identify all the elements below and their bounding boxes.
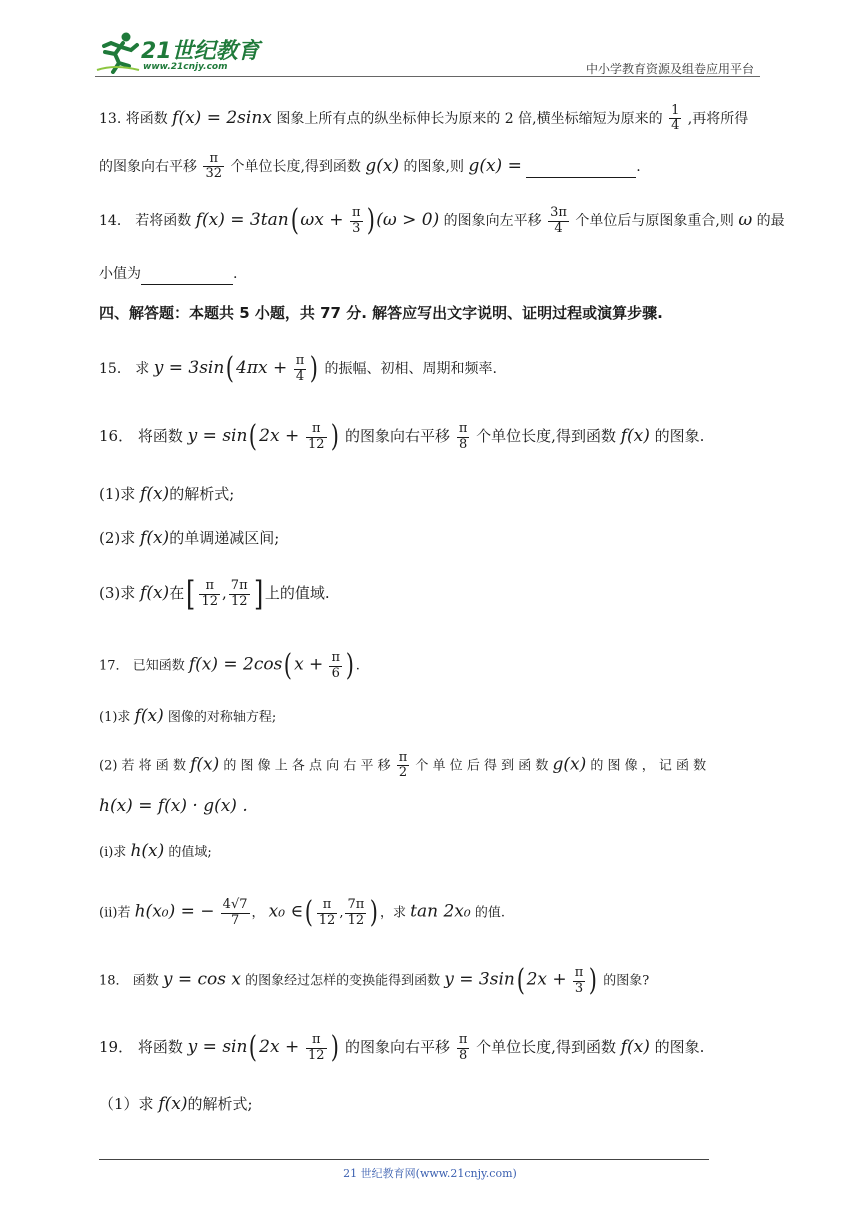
denominator: 12 xyxy=(308,436,325,452)
fraction xyxy=(306,422,327,452)
question-15 xyxy=(99,351,497,386)
header-divider xyxy=(95,76,760,77)
math-function: y = 3sin xyxy=(444,969,515,990)
question-13 xyxy=(99,104,748,134)
text: 的振幅、初相、周期和频率. xyxy=(324,361,497,377)
fraction xyxy=(548,206,569,236)
math-function: f(x) xyxy=(140,528,170,548)
question-14 xyxy=(99,203,785,238)
math-function: g(x) = xyxy=(468,155,522,176)
footer-link[interactable]: 21 世纪教育网(www.21cnjy.com) xyxy=(343,1167,517,1180)
paren: ( xyxy=(304,895,314,930)
paren: ( xyxy=(284,648,293,683)
denominator: 4 xyxy=(295,368,305,384)
text: (2)求 xyxy=(99,529,136,547)
numerator: π xyxy=(574,965,584,981)
math-function: f(x) xyxy=(140,583,170,603)
text: (1)求 xyxy=(99,485,136,503)
bracket: ] xyxy=(253,574,263,614)
numerator: π xyxy=(398,750,408,765)
math-function: y = sin xyxy=(187,426,248,446)
math-expression: 4πx + xyxy=(236,358,288,378)
text: 小值为 xyxy=(99,266,141,282)
denominator: 3 xyxy=(352,220,361,236)
denominator: 4 xyxy=(671,118,680,134)
question-number: 14． xyxy=(99,213,131,229)
paren: ) xyxy=(310,351,319,386)
text: 的 图 像 上 各 点 向 右 平 移 xyxy=(223,758,391,774)
numerator: π xyxy=(458,1032,468,1048)
text: 的 图 像 ， 记 函 数 xyxy=(590,758,707,774)
paren: ) xyxy=(345,648,354,683)
math-function: y = sin xyxy=(187,1037,248,1057)
question-17-part-i xyxy=(99,841,212,863)
math-symbol: ω xyxy=(738,210,753,230)
math-function: f(x) xyxy=(620,426,650,446)
numerator: 1 xyxy=(671,103,680,118)
denominator: 8 xyxy=(458,1047,468,1063)
fraction xyxy=(669,104,681,134)
paren: ) xyxy=(330,1030,339,1065)
math-function: y = 3sin xyxy=(153,358,225,378)
math-function: h(x) = f(x) · g(x) . xyxy=(99,796,248,816)
math-function: h(x) xyxy=(130,841,165,861)
text: 若将函数 xyxy=(135,213,192,229)
text: 求 xyxy=(135,361,150,377)
text: . xyxy=(355,658,360,674)
numerator: π xyxy=(351,205,361,221)
text: . xyxy=(636,158,641,175)
text: 的图象向右平移 xyxy=(99,158,197,175)
text: (ii)若 xyxy=(99,905,131,921)
denominator: 12 xyxy=(201,593,219,609)
question-17-part-1 xyxy=(99,706,276,728)
fraction xyxy=(306,1033,327,1063)
fraction xyxy=(294,354,307,384)
logo-text: 21世纪教育 xyxy=(141,39,260,64)
text: (3)求 xyxy=(99,584,136,602)
paren: ) xyxy=(366,203,375,238)
text: 的图象. xyxy=(654,1038,705,1056)
fraction xyxy=(203,152,224,182)
text: 上的值域. xyxy=(264,584,330,602)
numerator: π xyxy=(458,421,468,437)
math-function: y = cos x xyxy=(162,969,241,990)
question-number: 13. xyxy=(99,110,122,127)
question-number: 16． xyxy=(99,427,134,445)
platform-name: 中小学教育资源及组卷应用平台 xyxy=(585,62,754,76)
fraction xyxy=(229,579,250,609)
math-function: f(x) = 2cos xyxy=(188,654,283,675)
fraction xyxy=(199,579,220,609)
text: ,再将所得 xyxy=(687,110,749,127)
question-number: 18． xyxy=(99,973,129,989)
answer-blank[interactable] xyxy=(526,157,636,178)
fraction xyxy=(457,1033,470,1063)
logo xyxy=(95,30,265,74)
math-function: f(x) xyxy=(134,706,164,726)
bracket: [ xyxy=(186,574,196,614)
paren: ) xyxy=(370,895,379,930)
answer-blank[interactable] xyxy=(141,264,233,285)
denominator: 32 xyxy=(205,166,222,182)
text: 的图象向右平移 xyxy=(345,1038,451,1056)
numerator: π xyxy=(306,422,327,437)
text: 在 xyxy=(169,584,185,602)
numerator: 7π xyxy=(230,578,248,594)
question-14-line-2 xyxy=(99,264,237,285)
text: （1）求 xyxy=(99,1095,154,1113)
numerator: 7π xyxy=(347,897,365,913)
paren: ) xyxy=(589,963,598,998)
math-function: f(x) xyxy=(620,1037,650,1057)
fraction xyxy=(457,422,470,452)
paren: ) xyxy=(330,419,339,454)
question-19-part-1 xyxy=(99,1094,253,1114)
text: 的最 xyxy=(756,213,785,229)
numerator: π xyxy=(331,650,340,666)
text: 的图象经过怎样的变换能得到函数 xyxy=(245,973,441,989)
denominator: 12 xyxy=(347,912,365,928)
denominator: 12 xyxy=(308,1047,325,1063)
text: 的解析式; xyxy=(169,485,235,503)
question-19 xyxy=(99,1030,705,1065)
text: (1)求 xyxy=(99,710,131,725)
numerator: 4√7 xyxy=(222,897,248,913)
text: 的图象. xyxy=(654,427,705,445)
numerator: π xyxy=(199,579,220,594)
question-16-part-1 xyxy=(99,484,234,504)
text: 个单位长度,得到函数 xyxy=(230,158,361,175)
numerator: π xyxy=(203,152,224,167)
page-header xyxy=(95,28,760,78)
question-17-part-ii: (ii)若 h(x₀) = − $\frac{4√7}{7}$ ， x₀ ∈( $\frac{\pi}{12}$ , $\frac{7\pi}{12}$ ) ，求 tan 2x₀ 的值. xyxy=(99,895,505,930)
math-function: f(x) = 2sinx xyxy=(172,107,272,128)
paren: ( xyxy=(516,963,525,998)
numerator: π xyxy=(306,1033,327,1048)
fraction xyxy=(329,651,342,681)
math-expression: x₀ ∈ xyxy=(268,901,304,922)
runner-logo-icon xyxy=(95,30,141,74)
math-function: g(x) xyxy=(552,754,587,775)
denominator: 7 xyxy=(230,912,240,928)
math-expression: ωx + xyxy=(300,210,344,230)
text: ，求 xyxy=(380,905,407,921)
text: 将函数 xyxy=(137,1038,183,1056)
math-expression: tan 2x₀ xyxy=(410,901,471,922)
text: 的单调递减区间; xyxy=(169,529,280,547)
paren: ( xyxy=(249,1030,258,1065)
denominator: 12 xyxy=(318,912,336,928)
text: 个单位长度,得到函数 xyxy=(476,427,616,445)
text: 的图象向左平移 xyxy=(443,213,542,229)
numerator: 3π xyxy=(550,205,567,221)
paren: ( xyxy=(249,419,258,454)
question-16-part-2 xyxy=(99,528,279,548)
text: 图象上所有点的纵坐标伸长为原来的 2 倍,横坐标缩短为原来的 xyxy=(276,110,663,127)
math-function: f(x) xyxy=(158,1094,188,1114)
text: ， xyxy=(251,905,265,921)
text: . xyxy=(233,266,238,282)
text: 的解析式; xyxy=(187,1095,253,1113)
denominator: 6 xyxy=(331,665,340,681)
question-17-part-2 xyxy=(99,751,706,781)
logo-url: www.21cnjy.com xyxy=(143,62,228,72)
question-number: 19． xyxy=(99,1038,134,1056)
question-number: 15． xyxy=(99,361,131,377)
fraction xyxy=(397,751,410,781)
question-13-line-2 xyxy=(99,152,641,182)
section-heading: 四、解答题：本题共 5 小题，共 77 分. 解答应写出文字说明、证明过程或演算步骤. xyxy=(99,304,663,322)
question-16-part-3: (3)求 f(x)在[ $\frac{\pi}{12}$ , $\frac{7\pi}{12}$ ] 上的值域. xyxy=(99,574,330,614)
text: 将函数 xyxy=(137,427,183,445)
denominator: 4 xyxy=(554,220,563,236)
text: 函数 xyxy=(132,973,159,989)
paren: ( xyxy=(290,203,299,238)
text: 图像的对称轴方程; xyxy=(167,710,277,725)
math-expression: x + xyxy=(294,654,324,675)
math-expression: 2x + xyxy=(259,1037,300,1057)
text: 的图象? xyxy=(603,973,650,989)
math-expression: h(x₀) = − xyxy=(134,901,215,922)
paren: ( xyxy=(226,351,235,386)
math-function: f(x) xyxy=(140,484,170,504)
text: 的图象向右平移 xyxy=(345,427,451,445)
text: 个单位后与原图象重合,则 xyxy=(575,213,734,229)
text: 的值域; xyxy=(168,845,212,860)
fraction xyxy=(317,898,338,928)
math-function: f(x) xyxy=(190,754,220,775)
math-expression: 2x + xyxy=(526,969,567,990)
question-17 xyxy=(99,648,360,683)
numerator: π xyxy=(295,353,305,369)
numerator: π xyxy=(317,898,338,913)
denominator: 8 xyxy=(458,436,468,452)
text: (2) 若 将 函 数 xyxy=(99,758,186,774)
text: 的图象,则 xyxy=(403,158,464,175)
math-condition: (ω > 0) xyxy=(376,210,440,230)
denominator: 12 xyxy=(230,593,248,609)
math-function: f(x) = 3tan xyxy=(195,210,289,230)
text: 个 单 位 后 得 到 函 数 xyxy=(415,758,549,774)
text: 个单位长度,得到函数 xyxy=(476,1038,616,1056)
question-number: 17． xyxy=(99,658,129,674)
text: 已知函数 xyxy=(132,658,185,674)
fraction xyxy=(221,898,250,928)
denominator: 3 xyxy=(574,980,584,996)
math-function: g(x) xyxy=(365,155,400,176)
question-17-h-def xyxy=(99,796,248,818)
fraction xyxy=(573,966,586,996)
question-16 xyxy=(99,419,705,454)
footer-divider xyxy=(99,1159,709,1160)
text: 的值. xyxy=(474,905,505,921)
text: 将函数 xyxy=(125,110,168,127)
fraction xyxy=(345,898,366,928)
fraction xyxy=(350,206,363,236)
math-expression: 2x + xyxy=(259,426,300,446)
text: (i)求 xyxy=(99,845,127,860)
question-18 xyxy=(99,963,650,998)
denominator: 2 xyxy=(398,765,408,781)
